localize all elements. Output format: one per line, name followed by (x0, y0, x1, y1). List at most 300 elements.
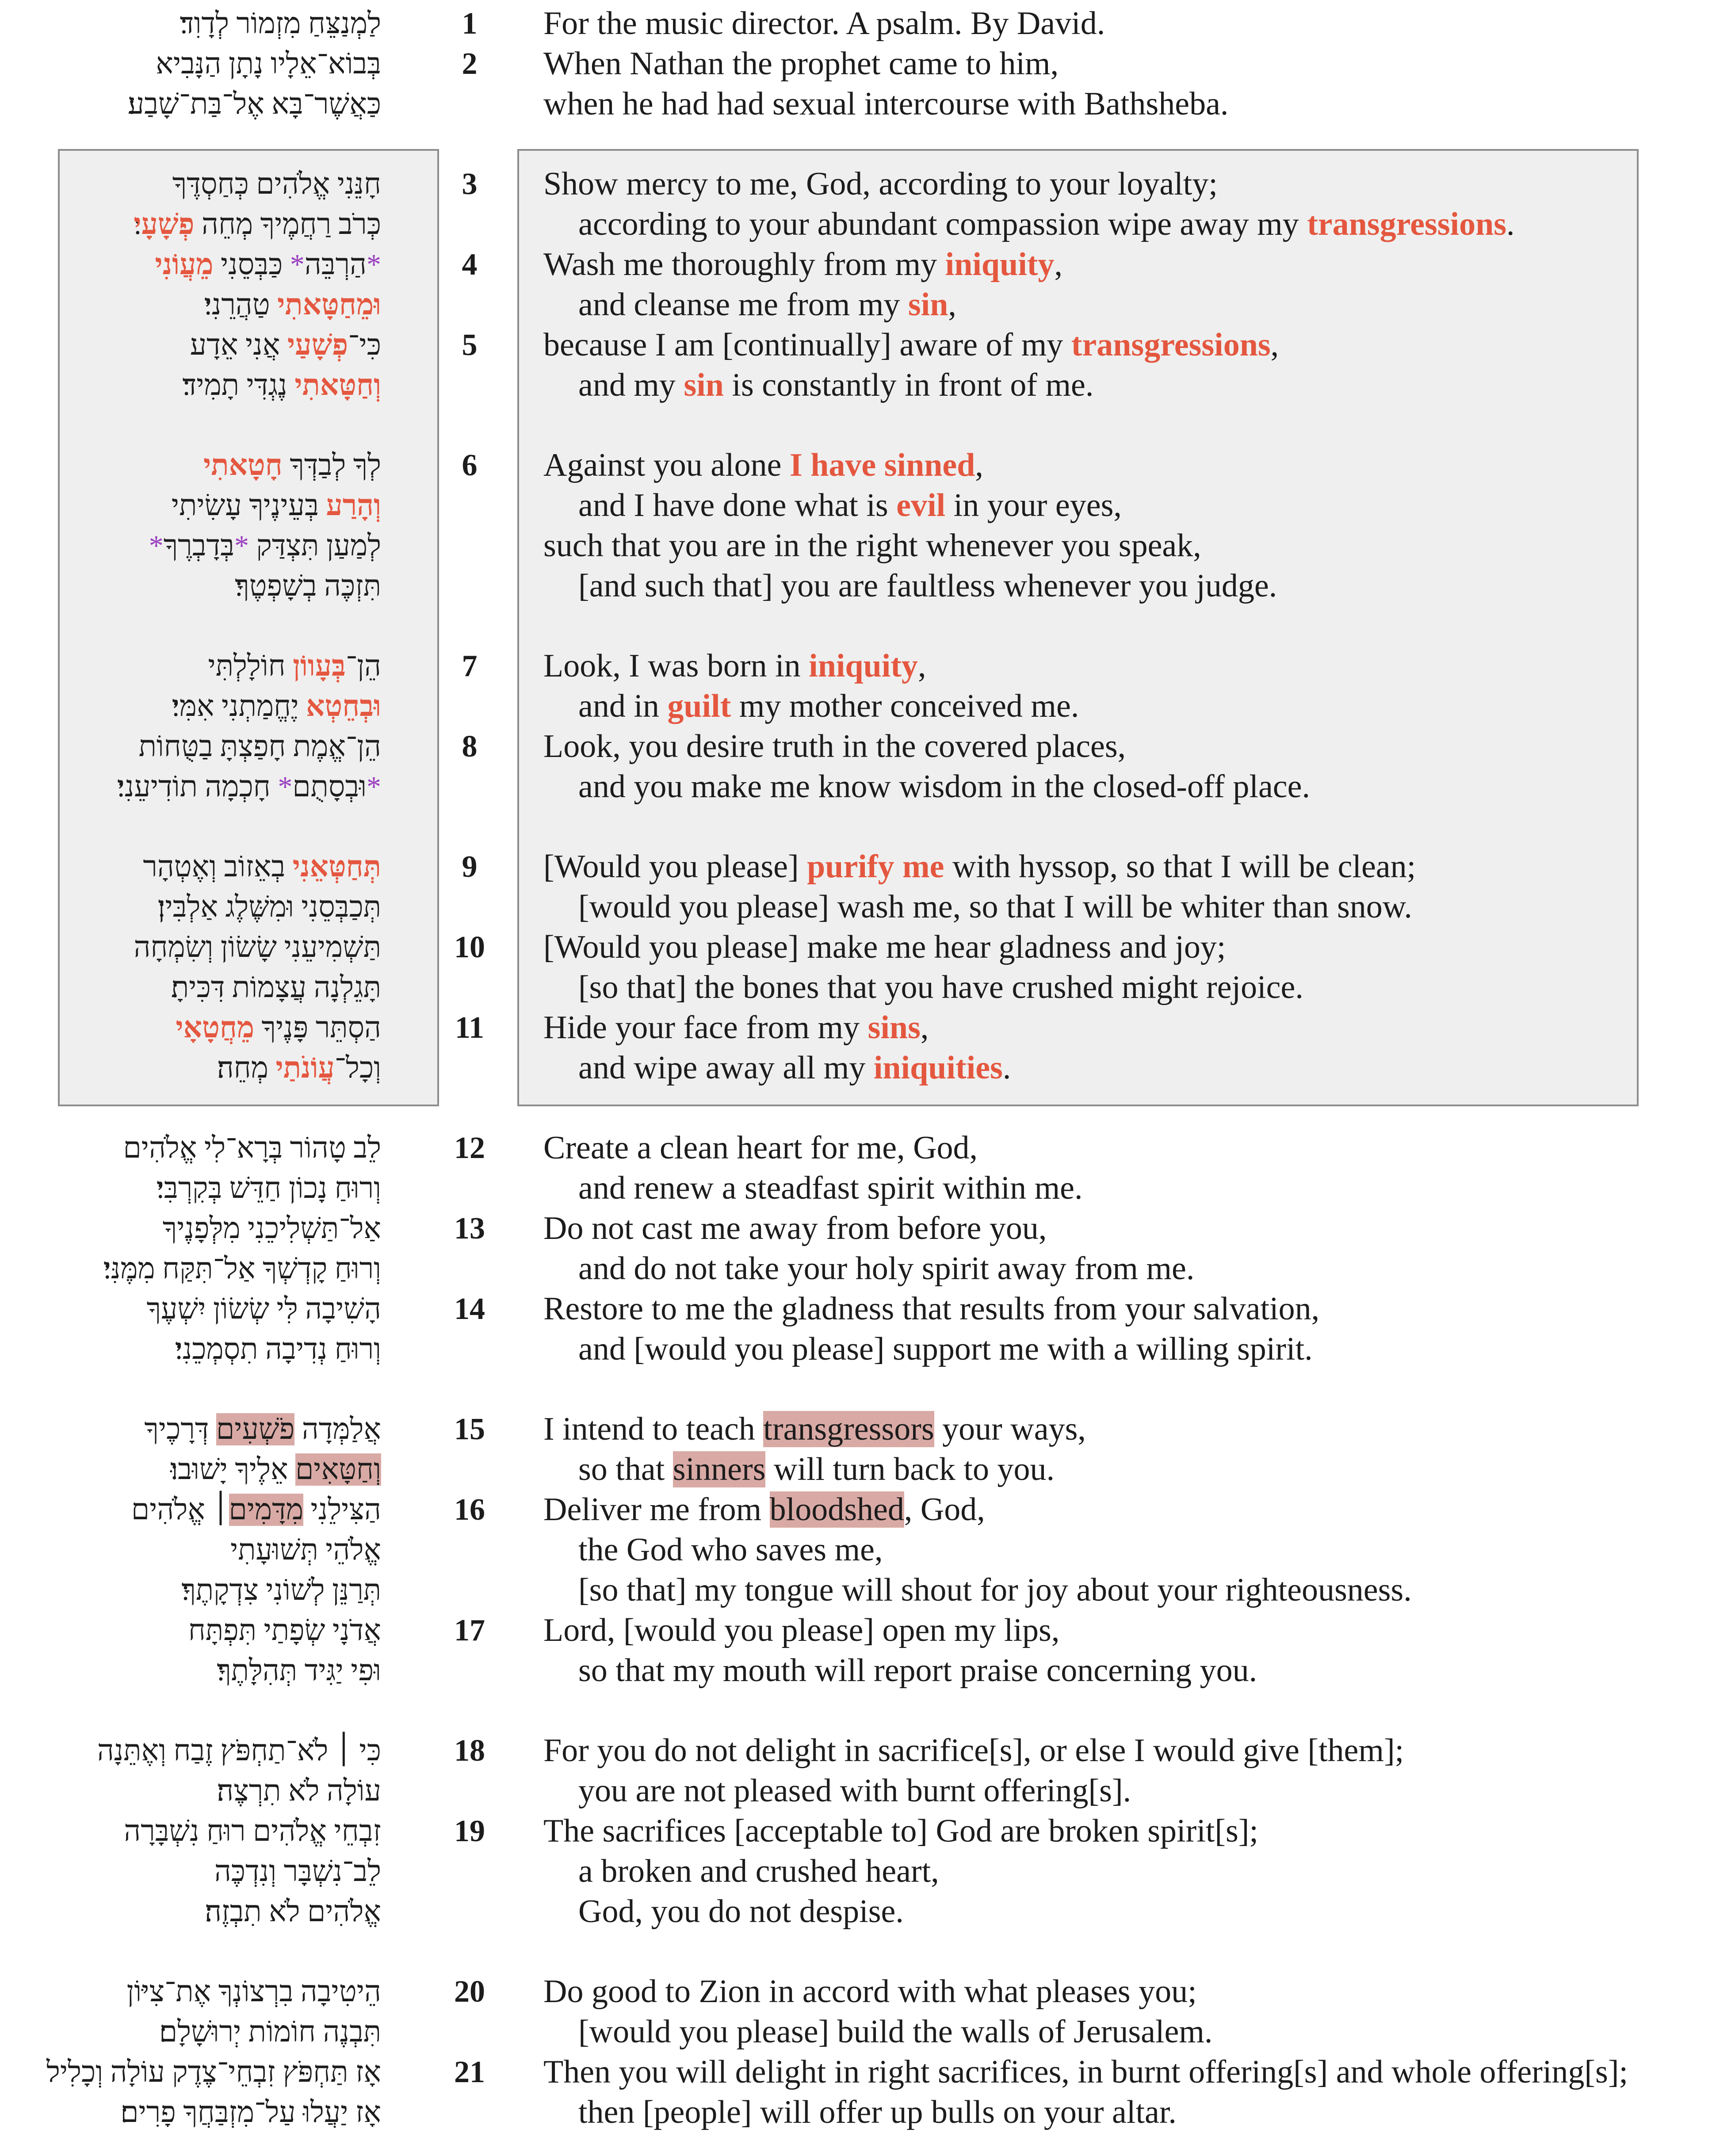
english-segment: The sacrifices [acceptable to] God are broken spirit[s]; (543, 1812, 1258, 1849)
highlighted-word: sinners (673, 1451, 766, 1487)
verse-line (0, 1811, 1735, 1851)
hebrew-line (124, 1811, 381, 1851)
verse-line (0, 365, 1735, 405)
hebrew-line (205, 1892, 381, 1932)
asterisk-mark: * (367, 770, 381, 803)
hebrew-segment: אֱלֹהֵי תְּשׁוּעָתִי (230, 1533, 381, 1566)
hebrew-segment: תַּשְׁמִיעֵנִי שָׂשׂוֹן וְשִׂמְחָה (134, 931, 381, 963)
verse-number: 3 (462, 167, 478, 201)
hebrew-line (230, 1530, 381, 1570)
verse-line (0, 1289, 1735, 1329)
verse-line (0, 245, 1735, 285)
hebrew-line (171, 967, 381, 1008)
hebrew-line (144, 1409, 381, 1449)
hebrew-line (134, 204, 381, 245)
hebrew-line (204, 285, 381, 325)
hebrew-segment: וְרוּחַ קָדְשְׁךָ אַל־תִּקַּח מִמֶּנִּי׃ (103, 1252, 381, 1285)
hebrew-segment: מֵעֲוֹנִי (155, 248, 214, 281)
english-line (543, 2052, 1628, 2092)
hebrew-segment: וְרוּחַ נָכוֹן חַדֵּשׁ בְּקִרְבִּי׃ (156, 1172, 381, 1204)
english-segment: I intend to teach (543, 1411, 764, 1447)
english-segment: and do not take your holy spirit away from me. (578, 1250, 1195, 1287)
hebrew-line (175, 1329, 381, 1369)
hebrew-segment: לֵב טָהוֹר בְּרָא־לִי אֱלֹהִים (123, 1132, 381, 1164)
hebrew-line (128, 84, 381, 124)
verse-line (0, 1048, 1735, 1088)
hebrew-line (120, 2092, 381, 2133)
english-segment: Look, you desire truth in the covered places, (543, 728, 1126, 765)
english-segment: Create a clean heart for me, God, (543, 1129, 978, 1166)
asterisk-mark: * (367, 248, 381, 281)
english-segment: Hide your face from my (543, 1009, 868, 1046)
verse-line (0, 164, 1735, 204)
english-line (543, 1811, 1258, 1851)
hebrew-segment: תְּרַנֵּן לְשׁוֹנִי צִדְקָתֶךָ׃ (181, 1574, 381, 1606)
english-line (543, 44, 1059, 84)
hebrew-segment: לַמְנַצֵּחַ מִזְמוֹר לְדָוִד׃ (180, 7, 381, 40)
english-segment: will turn back to you. (765, 1451, 1055, 1487)
verse-number: 13 (454, 1211, 485, 1246)
english-segment: so that my mouth will report praise concerning you. (578, 1652, 1257, 1689)
english-line (578, 1771, 1131, 1811)
hebrew-line (123, 1128, 381, 1168)
hebrew-line (188, 1610, 381, 1651)
english-line (578, 1329, 1313, 1369)
english-line (543, 1490, 985, 1530)
hebrew-line (139, 726, 381, 767)
english-line (578, 365, 1093, 405)
highlighted-word: guilt (667, 688, 731, 724)
english-line (543, 927, 1226, 967)
english-line (578, 485, 1122, 526)
verse-number: 18 (454, 1733, 485, 1768)
hebrew-line (217, 1048, 381, 1088)
english-line (543, 726, 1126, 767)
hebrew-segment: פֹשְׁעִים (216, 1413, 295, 1445)
hebrew-line (172, 485, 381, 526)
english-segment: and wipe away all my (578, 1049, 874, 1086)
asterisk-mark: * (290, 248, 305, 281)
hebrew-line (158, 887, 381, 927)
verse-line (0, 1128, 1735, 1168)
hebrew-segment: בְּבוֹא־אֵלָיו נָתָן הַנָּבִיא (156, 47, 381, 80)
english-segment: [and such that] you are faultless whenever you judge. (578, 567, 1277, 604)
hebrew-line (143, 847, 381, 887)
english-line (578, 1048, 1011, 1088)
verse-number: 6 (462, 448, 478, 482)
english-line (578, 285, 956, 325)
asterisk-mark: * (278, 770, 293, 803)
hebrew-segment: בְּעָווֹן (293, 650, 346, 682)
verse-number: 9 (462, 849, 478, 884)
english-segment: and you make me know wisdom in the closed-off place. (578, 768, 1310, 805)
english-line (543, 84, 1228, 124)
english-line (578, 204, 1515, 245)
hebrew-segment: וּפִי יַגִּיד תְּהִלָּתֶךָ׃ (217, 1654, 381, 1687)
verse-number: 20 (454, 1974, 485, 2009)
hebrew-segment: טַהֲרֵנִי׃ (204, 288, 278, 321)
english-segment: [Would you please] make me hear gladness and joy; (543, 929, 1226, 965)
hebrew-segment: הֵן־אֱמֶת חָפַצְתָּ בַטֻּחוֹת (138, 730, 381, 763)
asterisk-mark: * (234, 529, 249, 562)
hebrew-line (103, 1249, 381, 1289)
hebrew-segment: עֲוֹנֹתַי (275, 1051, 335, 1084)
english-segment: Then you will delight in right sacrifices, in burnt offering[s] and whole offering[s]; (543, 2053, 1628, 2090)
verse-line (0, 526, 1735, 566)
verse-line (0, 887, 1735, 927)
hebrew-segment: לְךָ לְבַדְּךָ (282, 449, 381, 482)
verse-line (0, 1892, 1735, 1932)
verse-line (0, 1651, 1735, 1691)
hebrew-segment: פְשָׁעַי (287, 329, 348, 361)
hebrew-line (172, 686, 381, 726)
verse-number: 14 (454, 1292, 485, 1326)
verse-number: 2 (462, 46, 478, 81)
verse-line (0, 967, 1735, 1008)
hebrew-segment: כִּי־ (348, 329, 381, 361)
english-segment: [so that] the bones that you have crushed might rejoice. (578, 969, 1303, 1005)
english-segment: Deliver me from (543, 1491, 770, 1528)
english-segment: the God who saves me, (578, 1531, 883, 1568)
hebrew-segment: הֵיטִיבָה בִרְצוֹנְךָ אֶת־צִיּוֹן (126, 1975, 381, 2008)
english-line (543, 325, 1279, 365)
hebrew-segment: תְּחַטְּאֵנִי (292, 850, 381, 883)
english-line (543, 1289, 1319, 1329)
english-line (578, 566, 1277, 606)
english-line (543, 245, 1062, 285)
english-segment: with hyssop, so that I will be clean; (944, 848, 1416, 885)
hebrew-segment: חָנֵּנִי אֱלֹהִים כְּחַסְדֶּךָ (172, 168, 381, 200)
hebrew-line (235, 566, 381, 606)
verse-line (0, 646, 1735, 686)
hebrew-segment: מֵחֲטָאָי (176, 1011, 255, 1044)
english-line (543, 1610, 1059, 1651)
hebrew-segment: כַּבְּסֵנִי (213, 248, 290, 281)
english-line (578, 967, 1303, 1008)
hebrew-segment: מִדָּמִים (229, 1493, 303, 1526)
english-segment: and renew a steadfast spirit within me. (578, 1170, 1083, 1206)
hebrew-segment: חוֹלָלְתִּי (208, 650, 293, 682)
english-line (543, 526, 1201, 566)
english-segment: according to your abundant compassion wipe away my (578, 206, 1307, 242)
verse-line (0, 285, 1735, 325)
english-segment: [so that] my tongue will shout for joy about your righteousness. (578, 1571, 1412, 1608)
english-line (578, 1449, 1055, 1490)
hebrew-line (149, 526, 381, 566)
verse-line (0, 1208, 1735, 1249)
hebrew-segment: הַסְתֵּר פָּנֶיךָ (254, 1011, 381, 1044)
hebrew-segment: אָז יַעֲלוּ עַל־מִזְבַּחֲךָ פָרִים׃ (120, 2096, 381, 2129)
verse-number: 10 (454, 930, 485, 964)
hebrew-segment: כִּי ׀ לֹא־תַחְפֹּץ זֶבַח וְאֶתֵּנָה (97, 1734, 381, 1767)
hebrew-segment: אֱלֹהִים לֹא תִבְזֶה׃ (205, 1895, 381, 1928)
english-line (543, 1409, 1086, 1449)
hebrew-segment: וּמֵחַטָּאתִי (277, 288, 381, 321)
hebrew-line (208, 646, 381, 686)
hebrew-line (183, 365, 381, 405)
verse-line (0, 847, 1735, 887)
verse-line (0, 2012, 1735, 2052)
hebrew-segment: פְשָׁעָי (134, 208, 195, 241)
highlighted-word: iniquity (809, 647, 918, 684)
verse-line (0, 1008, 1735, 1048)
verse-number: 16 (454, 1492, 485, 1527)
english-segment: so that (578, 1451, 673, 1487)
hebrew-segment: ׀ אֱלֹהִים (131, 1493, 229, 1526)
verse-number: 7 (462, 649, 478, 683)
verse-number: 1 (462, 6, 478, 41)
verse-line (0, 1168, 1735, 1208)
hebrew-line (170, 1449, 381, 1490)
hebrew-line (217, 1771, 381, 1811)
verse-number: 4 (462, 247, 478, 282)
english-segment: is constantly in front of me. (723, 367, 1094, 403)
english-segment: For you do not delight in sacrifice[s], or else I would give [them]; (543, 1732, 1404, 1769)
verse-line (0, 686, 1735, 726)
highlighted-word: iniquity (945, 246, 1055, 283)
english-segment: and my (578, 367, 684, 403)
hebrew-segment: וְרוּחַ נְדִיבָה תִסְמְכֵנִי׃ (175, 1333, 381, 1365)
english-line (543, 1208, 1047, 1249)
highlighted-word: sin (684, 367, 724, 403)
english-segment: my mother conceived me. (731, 688, 1079, 724)
hebrew-line (131, 1490, 381, 1530)
verse-line (0, 2092, 1735, 2133)
hebrew-segment: הֵן־ (345, 650, 381, 682)
english-segment: in your eyes, (945, 487, 1122, 524)
verse-line (0, 445, 1735, 485)
hebrew-segment: הַצִּילֵנִי (303, 1493, 381, 1526)
verse-number: 12 (454, 1131, 485, 1165)
english-segment: , (948, 286, 956, 323)
verse-number: 17 (454, 1613, 485, 1648)
verse-number: 5 (462, 328, 478, 362)
hebrew-segment: וּבְחֵטְא (306, 690, 381, 722)
verse-line (0, 1409, 1735, 1449)
hebrew-segment: לְמַעַן תִּצְדַּק (248, 529, 381, 562)
hebrew-segment: עוֹלָה לֹא תִרְצֶה׃ (217, 1774, 381, 1807)
hebrew-segment: תְּכַבְּסֵנִי וּמִשֶּׁלֶג אַלְבִּין׃ (157, 891, 381, 923)
hebrew-segment: לֵב־נִשְׁבָּר וְנִדְכֶּה (214, 1855, 381, 1888)
english-segment: . (1506, 206, 1515, 242)
english-segment: then [people] will offer up bulls on your altar. (578, 2094, 1177, 2130)
english-line (578, 1530, 883, 1570)
english-segment: , (917, 647, 926, 684)
hebrew-segment: וְחַטָּאִים (295, 1453, 381, 1486)
hebrew-line (159, 2012, 381, 2052)
hebrew-segment: אֲנִי אֵדָע (190, 329, 287, 361)
hebrew-segment: תִּזְכֶּה בְשָׁפְטֶךָ׃ (235, 570, 381, 602)
english-segment: a broken and crushed heart, (578, 1853, 939, 1889)
verse-line (0, 1851, 1735, 1892)
hebrew-segment: וְחַטָּאתִי (294, 369, 381, 401)
verse-line (0, 44, 1735, 84)
highlighted-word: sin (908, 286, 948, 323)
hebrew-segment: אָז תַּחְפֹּץ זִבְחֵי־צֶדֶק עוֹלָה וְכָלִיל (46, 2056, 381, 2088)
verse-line (0, 204, 1735, 245)
highlighted-word: transgressions (1071, 326, 1271, 363)
highlighted-word: I have sinned (789, 447, 975, 483)
hebrew-segment: אֲלַמְּדָה (294, 1413, 381, 1445)
verse-line (0, 726, 1735, 767)
english-line (578, 1249, 1194, 1289)
verse-line (0, 2052, 1735, 2092)
english-segment: , (1270, 326, 1279, 363)
verse-line (0, 767, 1735, 807)
verse-line (0, 1249, 1735, 1289)
verse-number: 8 (462, 729, 478, 764)
hebrew-segment: בְּעֵינֶיךָ עָשִׂיתִי (171, 489, 326, 522)
hebrew-segment: כַּאֲשֶׁר־בָּא אֶל־בַּת־שָׁבַע׃ (127, 88, 381, 120)
english-line (543, 847, 1416, 887)
hebrew-segment: אֵלֶיךָ יָשׁוּבוּ׃ (170, 1453, 296, 1486)
hebrew-line (217, 1651, 381, 1691)
english-segment: Wash me thoroughly from my (543, 246, 945, 283)
hebrew-segment: אֲדֹנָי שְׂפָתַי תִּפְתָּח (188, 1614, 381, 1647)
hebrew-segment: יֶחֱמַתְנִי אִמִּי׃ (172, 690, 306, 722)
hebrew-line (190, 325, 381, 365)
verse-line (0, 1449, 1735, 1490)
english-segment: , (920, 1009, 929, 1046)
english-line (578, 2012, 1212, 2052)
english-line (578, 887, 1412, 927)
highlighted-word: transgressions (1307, 206, 1507, 242)
hebrew-segment: תָּגֵלְנָה עֲצָמוֹת דִּכִּיתָ׃ (171, 971, 381, 1004)
verse-number: 15 (454, 1412, 485, 1446)
verse-line (0, 4, 1735, 44)
hebrew-segment: כְּרֹב רַחֲמֶיךָ מְחֵה (194, 208, 381, 241)
english-line (543, 445, 983, 485)
verse-number: 21 (454, 2055, 485, 2089)
hebrew-segment: חָכְמָה תוֹדִיעֵנִי׃ (117, 770, 278, 803)
verse-line (0, 485, 1735, 526)
english-segment: [would you please] wash me, so that I will be whiter than snow. (578, 888, 1412, 925)
english-segment: Against you alone (543, 447, 790, 483)
english-segment: Do good to Zion in accord with what pleases you; (543, 1973, 1197, 2010)
english-segment: and in (578, 688, 668, 724)
hebrew-line (176, 1008, 381, 1048)
english-segment: When Nathan the prophet came to him, (543, 45, 1059, 82)
english-line (543, 1731, 1404, 1771)
english-segment: , God, (904, 1491, 985, 1528)
hebrew-segment: חָטָאתִי (203, 449, 283, 482)
hebrew-line (156, 44, 381, 84)
verse-line (0, 1972, 1735, 2012)
verse-line (0, 1731, 1735, 1771)
hebrew-line (157, 1168, 381, 1208)
hebrew-segment: זִבְחֵי אֱלֹהִים רוּחַ נִשְׁבָּרָה (124, 1815, 381, 1847)
verse-line (0, 1490, 1735, 1530)
verse-number: 11 (455, 1010, 485, 1045)
english-line (578, 1570, 1412, 1610)
english-segment: God, you do not despise. (578, 1893, 904, 1930)
highlighted-word: transgressors (763, 1411, 934, 1447)
english-segment: [would you please] build the walls of Jerusalem. (578, 2013, 1213, 2050)
hebrew-segment: הָשִׁיבָה לִּי שְׂשׂוֹן יִשְׁעֶךָ (146, 1292, 381, 1325)
hebrew-segment: תִּבְנֶה חוֹמוֹת יְרוּשָׁלָם׃ (159, 2015, 381, 2048)
english-line (578, 686, 1079, 726)
english-segment: your ways, (934, 1411, 1086, 1447)
english-line (543, 1128, 978, 1168)
english-segment: Restore to me the gladness that results from your salvation, (543, 1290, 1320, 1327)
asterisk-mark: * (149, 529, 164, 562)
highlighted-word: sins (868, 1009, 921, 1046)
verse-line (0, 325, 1735, 365)
english-segment: For the music director. A psalm. By David. (543, 5, 1105, 42)
hebrew-segment: נֶגְדִּי תָמִיד׃ (182, 369, 295, 401)
english-segment: because I am [continually] aware of my (543, 326, 1071, 363)
english-line (543, 164, 1218, 204)
hebrew-segment: וְכָל־ (334, 1051, 381, 1084)
hebrew-line (180, 4, 381, 44)
english-segment: Do not cast me away from before you, (543, 1210, 1047, 1246)
hebrew-segment: בְאֵזוֹב וְאֶטְהָר (143, 850, 293, 883)
english-segment: Look, I was born in (543, 647, 809, 684)
hebrew-line (147, 1289, 381, 1329)
hebrew-line (172, 164, 381, 204)
hebrew-line (46, 2052, 381, 2092)
hebrew-line (117, 767, 381, 807)
verse-line (0, 1570, 1735, 1610)
english-line (578, 767, 1310, 807)
highlighted-word: evil (896, 487, 946, 524)
hebrew-segment: בְּדָבְרֶךָ (163, 529, 234, 562)
hebrew-segment: דְּרָכֶיךָ (144, 1413, 217, 1445)
english-segment: [Would you please] (543, 848, 807, 885)
english-segment: and cleanse me from my (578, 286, 908, 323)
english-segment: , (975, 447, 983, 483)
hebrew-segment: אַל־תַּשְׁלִיכֵנִי מִלְּפָנֶיךָ (162, 1212, 381, 1245)
english-segment: and [would you please] support me with a willing spirit. (578, 1330, 1313, 1367)
hebrew-line (126, 1972, 381, 2012)
verse-line (0, 84, 1735, 124)
english-line (578, 1651, 1257, 1691)
english-line (578, 1851, 939, 1892)
verse-line (0, 1530, 1735, 1570)
english-segment: Show mercy to me, God, according to your loyalty; (543, 165, 1218, 202)
highlighted-word: bloodshed (769, 1491, 904, 1528)
verse-line (0, 927, 1735, 967)
english-segment: and I have done what is (578, 487, 897, 524)
hebrew-line (97, 1731, 381, 1771)
english-segment: you are not pleased with burnt offering[s]. (578, 1772, 1131, 1809)
english-line (578, 1168, 1083, 1208)
english-segment: , (1054, 246, 1062, 283)
hebrew-segment: הַרְבֵּה (304, 248, 367, 281)
hebrew-line (163, 1208, 381, 1249)
english-line (578, 2092, 1177, 2133)
hebrew-segment: מְחֵה׃ (217, 1051, 276, 1084)
hebrew-line (134, 927, 381, 967)
english-line (543, 1972, 1197, 2012)
highlighted-word: purify me (807, 848, 944, 885)
english-line (578, 1892, 904, 1932)
verse-number: 19 (454, 1814, 485, 1848)
verse-line (0, 1329, 1735, 1369)
english-segment: Lord, [would you please] open my lips, (543, 1612, 1060, 1648)
hebrew-segment: וּבְסָתֻם (292, 770, 367, 803)
hebrew-line (155, 245, 381, 285)
hebrew-line (214, 1851, 381, 1892)
english-line (543, 646, 926, 686)
highlighted-word: iniquities (873, 1049, 1003, 1086)
hebrew-line (181, 1570, 381, 1610)
english-segment: when he had had sexual intercourse with Bathsheba. (543, 85, 1229, 122)
english-line (543, 1008, 929, 1048)
hebrew-segment: וְהָרַע (326, 489, 381, 522)
english-line (543, 4, 1105, 44)
verse-line (0, 1610, 1735, 1651)
